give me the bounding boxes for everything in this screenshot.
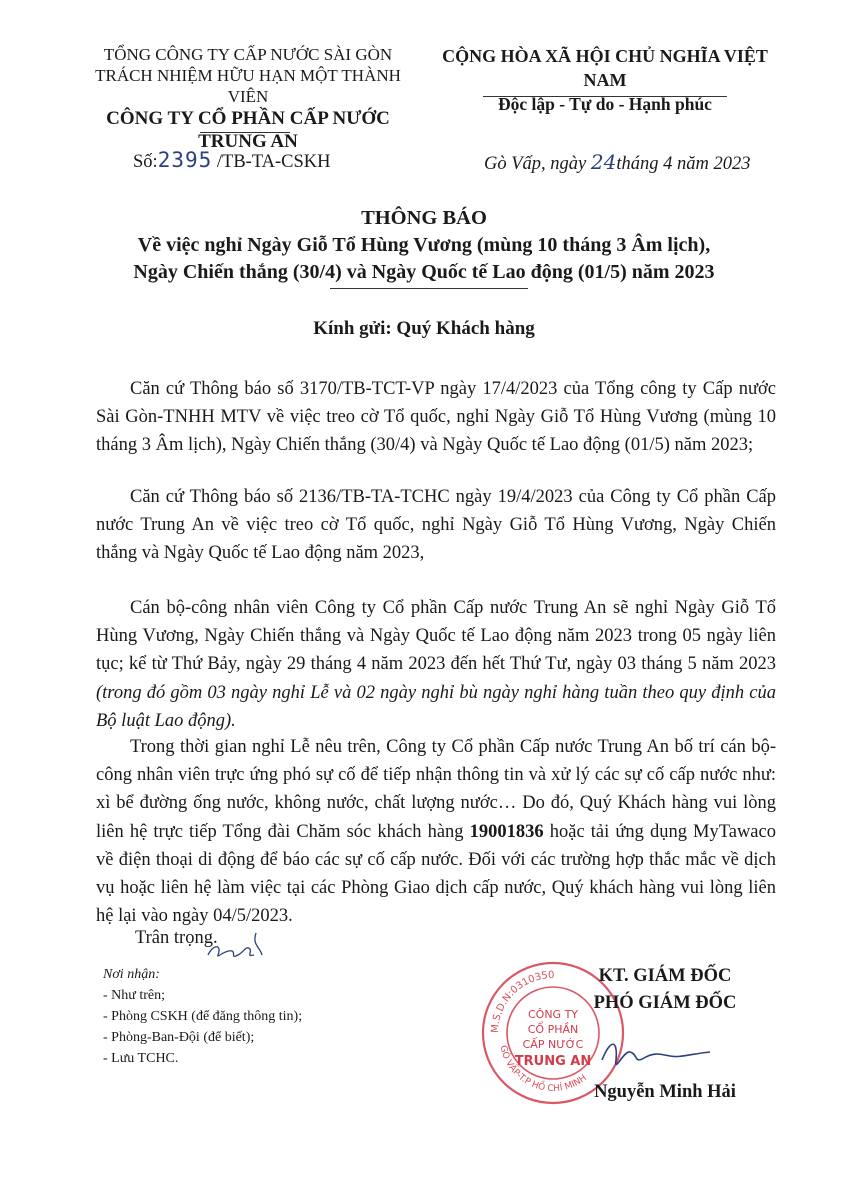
paragraph-basis-2: Căn cứ Thông báo số 2136/TB-TA-TCHC ngày 19/4/2023 của Công ty Cổ phần Cấp nước Trung An về việc treo cờ Tổ quốc, nghỉ Ngày Giỗ Tổ Hùng Vương, Ngày Chiến thắng và Ngày Quốc tế Lao động năm 2023,: [96, 487, 776, 564]
signer-name: Nguyễn Minh Hải: [594, 1082, 736, 1102]
title-subject-line1: Về việc nghỉ Ngày Giỗ Tổ Hùng Vương (mùng 10 tháng 3 Âm lịch),: [137, 234, 711, 256]
seal-line-4: TRUNG AN: [514, 1054, 592, 1069]
signature-title: [535, 963, 795, 1017]
place-date: [484, 150, 750, 175]
document-title: [100, 205, 748, 286]
holiday-schedule-text: Cán bộ-công nhân viên Công ty Cổ phần Cấp nước Trung An sẽ nghỉ Ngày Giỗ Tổ Hùng Vương, Ngày Chiến thắng và Ngày Quốc tế Lao động năm 2023 trong 05 ngày liên tục; kể từ Thứ Bảy, ngày 29 tháng 4 năm 2023 đến hết Thứ Tư, ngày 03 tháng 5 năm 2023: [96, 598, 776, 675]
issuer-name-line1: CÔNG TY CỔ PHẦN CẤP NƯỚC: [106, 108, 390, 129]
paragraph-basis-1: Căn cứ Thông báo số 3170/TB-TCT-VP ngày 17/4/2023 của Tổng công ty Cấp nước Sài Gòn-TNHH MTV về việc treo cờ Tổ quốc, nghỉ Ngày Giỗ Tổ Hùng Vương (mùng 10 tháng 3 Âm lịch), Ngày Chiến thắng (30/4) và Ngày Quốc tế Lao động (01/5) năm 2023;: [96, 379, 776, 456]
issuer-type: TRÁCH NHIỆM HỮU HẠN MỘT THÀNH VIÊN: [95, 66, 401, 106]
support-info-text-a: Trong thời gian nghỉ Lễ nêu trên, Công ty Cổ phần Cấp nước Trung An bố trí cán bộ-công nhân viên trực ứng phó sự cố để tiếp nhận thông tin và xử lý các sự cố cấp nước như: xì bể đường ống nước, không nước, chất lượng nước… Do đó, Quý Khách hàng vui lòng liên hệ trực tiếp Tổng đài Chăm sóc khách hàng: [96, 737, 776, 842]
title-subject-line2: Ngày Chiến thắng (30/4) và Ngày Quốc tế Lao động (01/5) năm 2023: [133, 261, 715, 283]
recipient-item: - Như trên;: [103, 988, 166, 1003]
seal-ring-text: M.S.D.N:0310350: [489, 969, 555, 1034]
place-date-before: Gò Vấp, ngày: [484, 154, 591, 174]
issuer-name-line2: TRUNG AN: [198, 131, 298, 152]
paragraph-support-info: [96, 733, 776, 930]
national-header: [420, 44, 790, 116]
national-motto: Độc lập - Tự do - Hạnh phúc: [498, 94, 712, 114]
doc-number-prefix: Số:: [133, 152, 158, 172]
hotline-number: 19001836: [469, 821, 544, 842]
signer-role-2: PHÓ GIÁM ĐỐC: [593, 993, 737, 1013]
seal-line-1: CÔNG TY: [527, 1008, 579, 1021]
recipients-title: Nơi nhận:: [103, 967, 160, 982]
motto-divider: [483, 96, 727, 97]
paragraph-holiday-schedule: [96, 594, 776, 735]
doc-number-value: 2395: [157, 148, 213, 172]
issuer-divider: [200, 132, 290, 133]
doc-number-suffix: /TB-TA-CSKH: [212, 152, 331, 172]
support-info-text-b: hoặc tải ứng dụng MyTawaco về điện thoại di động để báo các sự cố cấp nước. Đối với các trường hợp thắc mắc về dịch vụ hoặc liên hệ làm việc tại các Phòng Giao dịch cấp nước, Quý khách hàng vui lòng liên hệ lại vào ngày 04/5/2023.: [96, 821, 776, 927]
seal-line-2: CỔ PHẦN: [527, 1023, 579, 1036]
recipient-item: - Lưu TCHC.: [103, 1051, 179, 1066]
closing-regards: Trân trọng.: [135, 928, 218, 948]
issuer-header: [78, 44, 418, 153]
place-date-after: tháng 4 năm 2023: [616, 154, 751, 174]
seal-ring-bottom: GÒ VẤP-T.P HỒ CHÍ MINH: [497, 1044, 589, 1095]
recipient-item: - Phòng CSKH (để đăng thông tin);: [103, 1009, 303, 1024]
initials-signature: [200, 925, 270, 963]
title-divider: [330, 288, 528, 289]
handwritten-signature: [600, 1030, 720, 1080]
recipients-list: [103, 964, 302, 1069]
document-number: [133, 148, 331, 173]
greeting: Kính gửi: Quý Khách hàng: [313, 318, 535, 339]
holiday-schedule-note: (trong đó gồm 03 ngày nghỉ Lễ và 02 ngày nghỉ bù ngày nghỉ hàng tuần theo quy định của Bộ luật Lao động).: [96, 682, 776, 731]
title-main: THÔNG BÁO: [361, 207, 487, 229]
issuer-parent: TỔNG CÔNG TY CẤP NƯỚC SÀI GÒN: [103, 45, 393, 64]
seal-line-3: CẤP NƯỚC: [522, 1038, 584, 1051]
place-date-day: 24: [590, 150, 617, 174]
nation-name: CỘNG HÒA XÃ HỘI CHỦ NGHĨA VIỆT NAM: [442, 46, 768, 90]
signer-role-1: KT. GIÁM ĐỐC: [598, 966, 732, 986]
recipient-item: - Phòng-Ban-Đội (để biết);: [103, 1030, 255, 1045]
